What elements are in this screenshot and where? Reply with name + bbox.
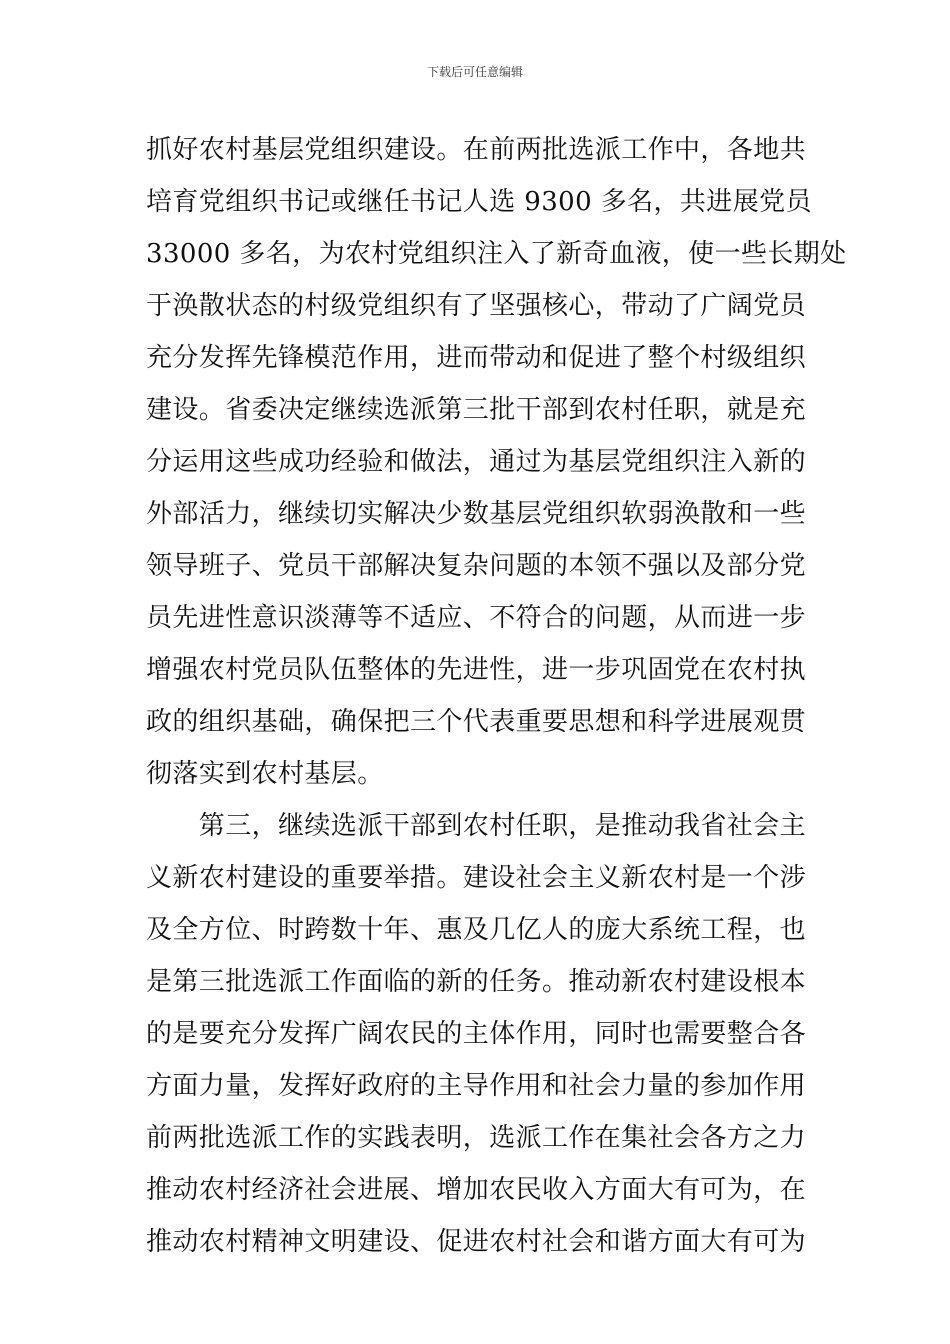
text-line: 推动农村经济社会进展、增加农民收入方面大有可为，在: [146, 1175, 807, 1205]
text-line: 分运用这些成功经验和做法，通过为基层党组织注入新的: [146, 447, 807, 477]
text-line: 充分发挥先锋模范作用，进而带动和促进了整个村级组织: [146, 343, 807, 373]
text-line: 是第三批选派工作面临的新的任务。推动新农村建设根本: [146, 967, 807, 997]
text-line: 抓好农村基层党组织建设。在前两批选派工作中，各地共: [146, 135, 807, 165]
text-line: 建设。省委决定继续选派第三批干部到农村任职，就是充: [146, 395, 807, 425]
text-line: 彻落实到农村基层。: [146, 759, 384, 789]
text-line: 义新农村建设的重要举措。建设社会主义新农村是一个涉: [146, 863, 807, 893]
text-line: 第三，继续选派干部到农村任职，是推动我省社会主: [146, 811, 807, 841]
text-line: 培育党组织书记或继任书记人选 9300 多名，共进展党员: [146, 187, 812, 217]
text-line: 及全方位、时跨数十年、惠及几亿人的庞大系统工程，也: [146, 915, 807, 945]
text-line: 推动农村精神文明建设、促进农村社会和谐方面大有可为: [146, 1227, 807, 1257]
text-line: 增强农村党员队伍整体的先进性，进一步巩固党在农村执: [146, 655, 807, 685]
text-line: 于涣散状态的村级党组织有了坚强核心，带动了广阔党员: [146, 291, 807, 321]
text-line: 员先进性意识淡薄等不适应、不符合的问题，从而进一步: [146, 603, 807, 633]
paragraph: [146, 124, 847, 800]
text-line: 领导班子、党员干部解决复杂问题的本领不强以及部分党: [146, 551, 807, 581]
text-line: 外部活力，继续切实解决少数基层党组织软弱涣散和一些: [146, 499, 807, 529]
paragraph: [146, 800, 811, 1268]
page-header: 下载后可任意编辑: [426, 65, 523, 79]
text-line: 前两批选派工作的实践表明，选派工作在集社会各方之力: [146, 1123, 807, 1153]
text-line: 政的组织基础，确保把三个代表重要思想和科学进展观贯: [146, 707, 807, 737]
text-line: 33000 多名，为农村党组织注入了新奇血液，使一些长期处: [146, 239, 847, 269]
text-line: 的是要充分发挥广阔农民的主体作用，同时也需要整合各: [146, 1019, 807, 1049]
text-line: 方面力量，发挥好政府的主导作用和社会力量的参加作用: [146, 1071, 807, 1101]
document-body: [146, 124, 847, 1268]
